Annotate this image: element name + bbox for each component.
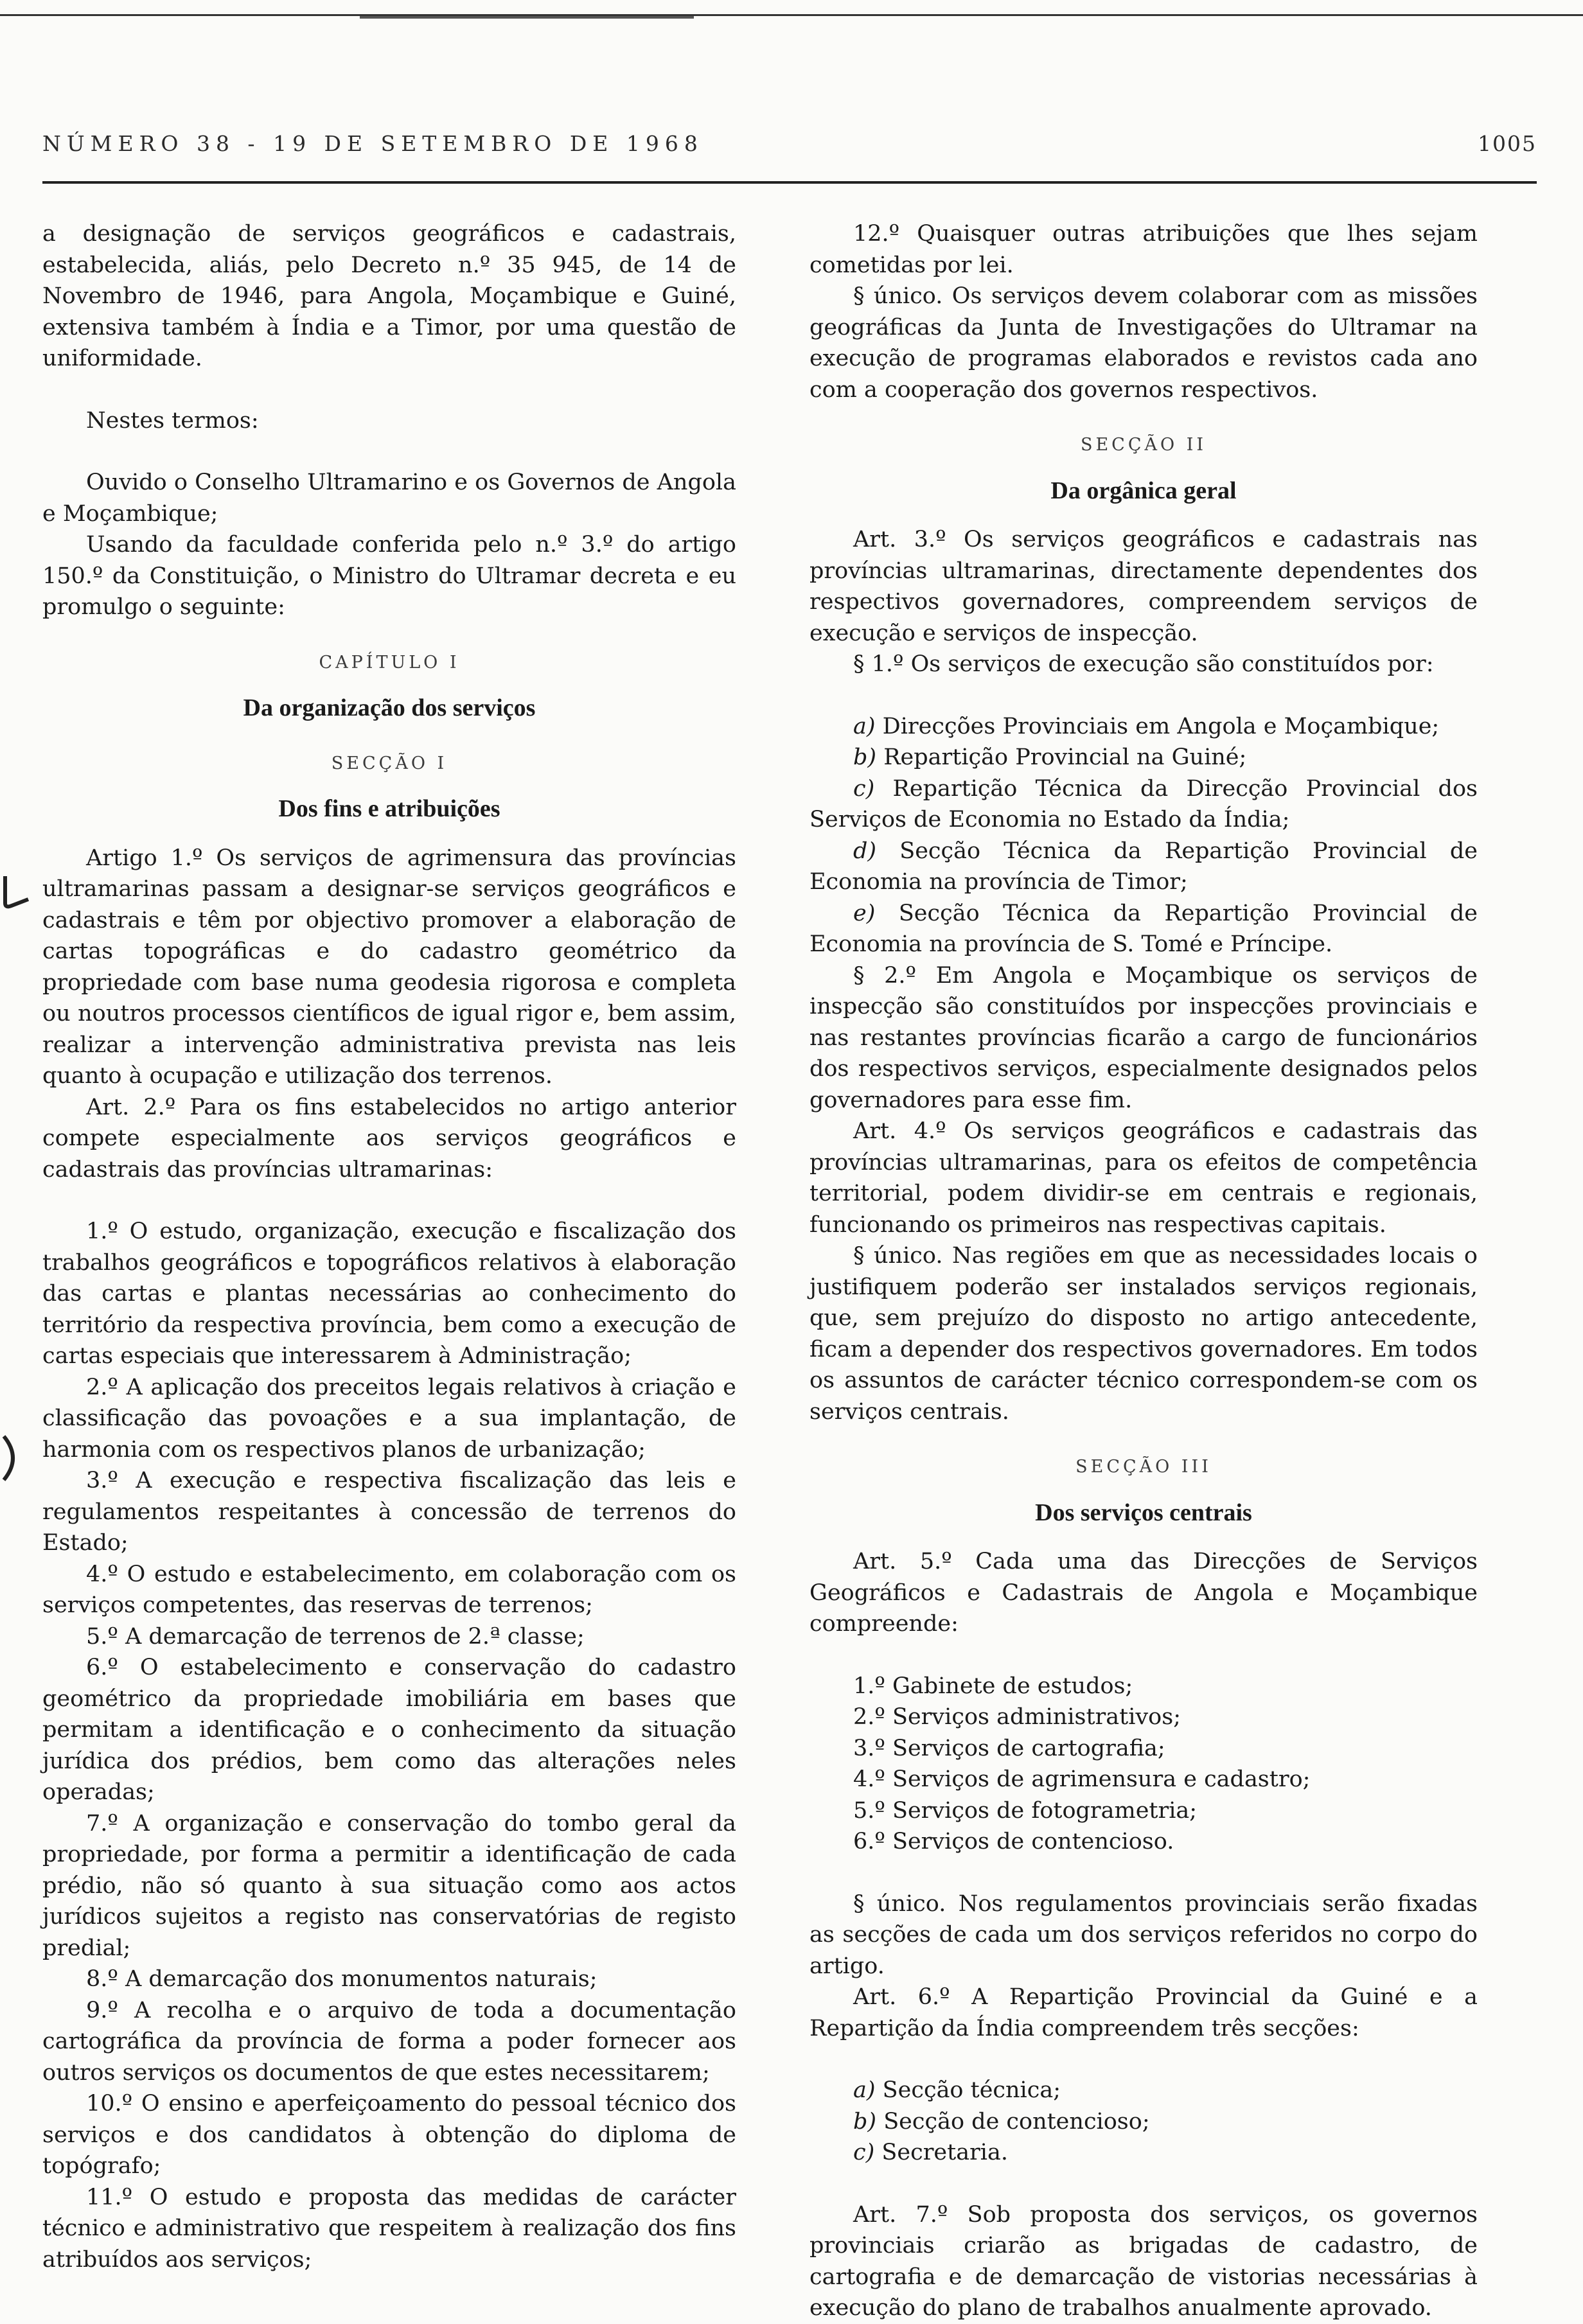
section-heading: SECÇÃO I bbox=[331, 753, 448, 773]
left-column bbox=[42, 218, 736, 2275]
list-text: Direcções Provinciais em Angola e Moçambique; bbox=[882, 713, 1440, 739]
section-title: Da orgânica geral bbox=[1050, 477, 1237, 504]
article-5: Art. 5.º Cada uma das Direcções de Serviços Geográficos e Cadastrais de Angola e Moçambique compreende: bbox=[809, 1549, 1478, 1637]
list-item bbox=[809, 742, 1478, 773]
list-item: 6.º Serviços de contencioso. bbox=[853, 1829, 1174, 1854]
list-letter: c) bbox=[853, 2140, 875, 2165]
list-text: Repartição Técnica da Direcção Provincial dos Serviços de Economia no Estado da Índia; bbox=[809, 775, 1478, 832]
list-item bbox=[809, 2137, 1478, 2169]
paragraph-unico: § único. Os serviços devem colaborar com as missões geográficas da Junta de Investigações do Ultramar na execução de programas elaborados e revistos cada ano com a cooperação dos governos respectivos. bbox=[809, 283, 1478, 403]
list-item: 5.º A demarcação de terrenos de 2.ª classe; bbox=[86, 1623, 585, 1650]
chapter-title: Da organização dos serviços bbox=[243, 694, 536, 721]
list-text: Secção técnica; bbox=[882, 2077, 1061, 2103]
margin-hook-mark bbox=[0, 874, 32, 912]
article-6: Art. 6.º A Repartição Provincial da Guiné e a Repartição da Índia compreendem três secções: bbox=[809, 1984, 1478, 2041]
list-item: 1.º O estudo, organização, execução e fiscalização dos trabalhos geográficos e topográficos relativos à elaboração das cartas e plantas necessárias ao conhecimento do território da respectiva província, bem como a execução de cartas especiais que interessarem à Administração; bbox=[42, 1219, 736, 1369]
list-item: 6.º O estabelecimento e conservação do cadastro geométrico da propriedade imobiliária em bases que permitam a identificação e o conhecimento da situação jurídica dos prédios, bem como das alterações neles operadas; bbox=[42, 1655, 736, 1805]
paragraph: Nestes termos: bbox=[86, 407, 259, 434]
list-item bbox=[809, 2106, 1478, 2138]
list-letter: b) bbox=[853, 744, 877, 770]
right-column bbox=[809, 218, 1478, 2324]
list-item: 4.º O estudo e estabelecimento, em colaboração com os serviços competentes, das reservas de terrenos; bbox=[42, 1561, 736, 1618]
list-item: 4.º Serviços de agrimensura e cadastro; bbox=[853, 1766, 1311, 1792]
list-letter: e) bbox=[853, 900, 876, 926]
article-1: Artigo 1.º Os serviços de agrimensura das províncias ultramarinas passam a designar-se serviços geográficos e cadastrais e têm por objectivo promover a elaboração de cartas topográficas e do cadastro geométrico da propriedade com base numa geodesia rigorosa e completa ou noutros processos científicos de igual rigor e, bem assim, realizar a intervenção administrativa prevista nas leis quanto à ocupação e utilização dos terrenos. bbox=[42, 845, 736, 1089]
section-heading: SECÇÃO II bbox=[1080, 435, 1207, 455]
list-item: 2.º A aplicação dos preceitos legais relativos à criação e classificação das povoações e a sua implantação, de harmonia com os respectivos planos de urbanização; bbox=[42, 1374, 736, 1463]
list-item bbox=[809, 773, 1478, 836]
list-item: 3.º Serviços de cartografia; bbox=[853, 1735, 1165, 1761]
article-4: Art. 4.º Os serviços geográficos e cadastrais das províncias ultramarinas, para os efeitos de competência territorial, podem dividir-se em centrais e regionais, funcionando os primeiros nas respectivas capitais. bbox=[809, 1118, 1478, 1238]
paragraph: Ouvido o Conselho Ultramarino e os Governos de Angola e Moçambique; bbox=[42, 470, 736, 527]
list-item: 1.º Gabinete de estudos; bbox=[853, 1673, 1133, 1699]
header-rule bbox=[42, 181, 1537, 184]
paragraph: a designação de serviços geográficos e cadastrais, estabelecida, aliás, pelo Decreto n.º 35 945, de 14 de Novembro de 1946, para Angola, Moçambique e Guiné, extensiva também à Índia e a Timor, por uma questão de uniformidade. bbox=[42, 221, 736, 371]
paragraph-unico: § único. Nas regiões em que as necessidades locais o justifiquem poderão ser instalados serviços regionais, que, sem prejuízo do disposto no artigo antecedente, ficam a depender dos respectivos governadores. Em todos os assuntos de carácter técnico correspondem-se com os serviços centrais. bbox=[809, 1243, 1478, 1425]
list-item bbox=[809, 898, 1478, 960]
paragraph: Usando da faculdade conferida pelo n.º 3.º do artigo 150.º da Constituição, o Ministro do Ultramar decreta e eu promulgo o seguinte: bbox=[42, 532, 736, 620]
list-item bbox=[809, 836, 1478, 898]
list-letter: a) bbox=[853, 713, 876, 739]
issue-date: NÚMERO 38 - 19 DE SETEMBRO DE 1968 bbox=[42, 131, 703, 156]
section-heading: SECÇÃO III bbox=[1075, 1457, 1212, 1477]
list-letter: a) bbox=[853, 2077, 876, 2103]
page-header bbox=[42, 131, 1537, 170]
list-item: 5.º Serviços de fotogrametria; bbox=[853, 1797, 1198, 1824]
list-item: 3.º A execução e respectiva fiscalização das leis e regulamentos respeitantes à concessão de terrenos do Estado; bbox=[42, 1468, 736, 1556]
margin-bracket-mark bbox=[0, 1432, 26, 1484]
list-text: Repartição Provincial na Guiné; bbox=[883, 744, 1247, 770]
list-item: 11.º O estudo e proposta das medidas de carácter técnico e administrativo que respeitem à realização dos fins atribuídos aos serviços; bbox=[42, 2184, 736, 2273]
list-item: 8.º A demarcação dos monumentos naturais; bbox=[86, 1966, 597, 1992]
section-title: Dos serviços centrais bbox=[1035, 1499, 1252, 1526]
list-item: 2.º Serviços administrativos; bbox=[853, 1704, 1181, 1730]
list-item bbox=[809, 711, 1478, 743]
paragraph: § 2.º Em Angola e Moçambique os serviços de inspecção são constituídos por inspecções provinciais e nas restantes províncias ficarão a cargo de funcionários dos respectivos serviços, especialmente designados pelos governadores para esse fim. bbox=[809, 962, 1478, 1113]
list-item: 10.º O ensino e aperfeiçoamento do pessoal técnico dos serviços e dos candidatos à obtenção do diploma de topógrafo; bbox=[42, 2091, 736, 2179]
paragraph-unico: § único. Nos regulamentos provinciais serão fixadas as secções de cada um dos serviços referidos no corpo do artigo. bbox=[809, 1890, 1478, 1979]
list-text: Secção Técnica da Repartição Provincial de Economia na província de S. Tomé e Príncipe. bbox=[809, 900, 1478, 957]
list-item: 12.º Quaisquer outras atribuições que lhes sejam cometidas por lei. bbox=[809, 221, 1478, 278]
page-number: 1005 bbox=[1478, 131, 1537, 156]
chapter-heading: CAPÍTULO I bbox=[319, 652, 460, 673]
top-scan-rule bbox=[0, 13, 1583, 17]
list-item bbox=[809, 2075, 1478, 2106]
article-3: Art. 3.º Os serviços geográficos e cadastrais nas províncias ultramarinas, directamente dependentes dos respectivos governadores, compreendem serviços de execução e serviços de inspecção. bbox=[809, 527, 1478, 646]
paragraph: § 1.º Os serviços de execução são constituídos por: bbox=[853, 651, 1434, 677]
list-letter: b) bbox=[853, 2108, 877, 2135]
list-text: Secção Técnica da Repartição Provincial de Economia na província de Timor; bbox=[809, 838, 1478, 895]
list-text: Secretaria. bbox=[881, 2140, 1008, 2165]
list-text: Secção de contencioso; bbox=[883, 2108, 1150, 2135]
list-item: 7.º A organização e conservação do tombo geral da propriedade, por forma a permitir a identificação de cada prédio, não só quanto à sua situação como aos actos jurídicos sujeitos a registo nas conservatórias de registo predial; bbox=[42, 1810, 736, 1961]
list-item: 9.º A recolha e o arquivo de toda a documentação cartográfica da província de forma a poder fornecer aos outros serviços os documentos de que estes necessitarem; bbox=[42, 1997, 736, 2086]
section-title: Dos fins e atribuições bbox=[278, 795, 500, 822]
list-letter: d) bbox=[853, 838, 877, 864]
article-2: Art. 2.º Para os fins estabelecidos no artigo anterior compete especialmente aos serviços geográficos e cadastrais das províncias ultramarinas: bbox=[42, 1094, 736, 1183]
list-letter: c) bbox=[853, 775, 875, 802]
article-7: Art. 7.º Sob proposta dos serviços, os governos provinciais criarão as brigadas de cadastro, de cartografia e de demarcação de vistorias necessárias à execução do plano de trabalhos anualmente aprovado. bbox=[809, 2201, 1478, 2321]
